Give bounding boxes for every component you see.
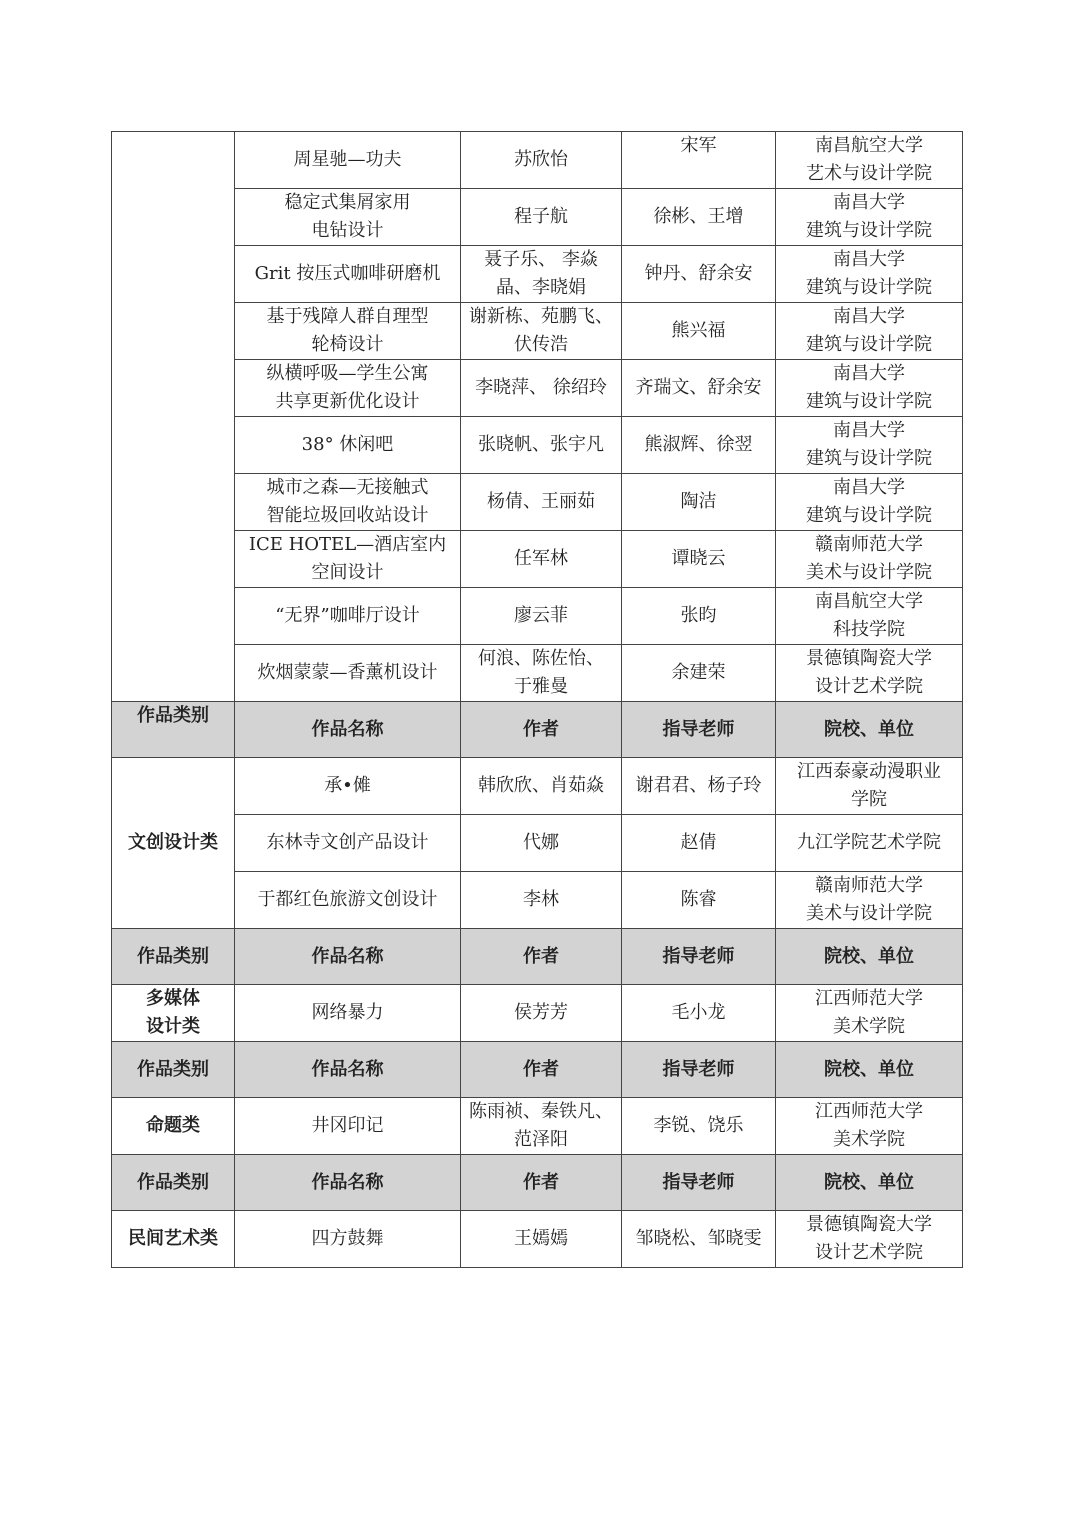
cell-text-line: 邹晓松、邹晓雯 <box>635 1228 762 1249</box>
cell-text-line: 美术与设计学院 <box>806 903 932 924</box>
cell-text-line: 韩欣欣、肖茹焱 <box>478 775 604 796</box>
cell-text-line: 赣南师范大学 <box>815 875 923 896</box>
cell-text-line: 炊烟蒙蒙—香薰机设计 <box>257 662 438 683</box>
title-cell <box>235 132 461 189</box>
cell-text-line: 美术学院 <box>833 1016 905 1037</box>
table-row <box>112 1211 963 1268</box>
advisor-cell <box>622 246 776 303</box>
cell-text-line: 科技学院 <box>833 619 905 640</box>
cell-text-line: 代娜 <box>523 832 559 853</box>
cell-text-line: 李晓萍、 徐绍玲 <box>475 377 607 398</box>
school-cell <box>776 132 963 189</box>
cell-text-line: 南昌航空大学 <box>815 135 923 156</box>
cell-text-line: 电钻设计 <box>311 220 384 241</box>
cell-text-line: 李林 <box>523 889 559 910</box>
cell-text-line: 艺术与设计学院 <box>806 163 932 184</box>
title-cell <box>235 417 461 474</box>
header-school: 院校、单位 <box>776 1042 963 1098</box>
cell-text-line: 稳定式集屑家用 <box>284 192 411 213</box>
table-row <box>112 815 963 872</box>
school-cell <box>776 985 963 1042</box>
title-cell <box>235 246 461 303</box>
author-cell <box>461 246 622 303</box>
cell-text-line: 王嫣嫣 <box>514 1228 568 1249</box>
advisor-cell <box>622 1211 776 1268</box>
author-cell <box>461 531 622 588</box>
school-cell <box>776 1211 963 1268</box>
awards-table <box>111 131 963 1268</box>
cell-text-line: Grit 按压式咖啡研磨机 <box>254 263 441 284</box>
author-cell <box>461 417 622 474</box>
cell-text-line: 南昌航空大学 <box>815 591 923 612</box>
category-cell: 命题类 <box>112 1098 235 1155</box>
cell-text-line: ICE HOTEL—酒店室内 <box>248 534 447 555</box>
table-row <box>112 303 963 360</box>
cell-text-line: 陈睿 <box>680 889 717 910</box>
school-cell <box>776 531 963 588</box>
table-row <box>112 588 963 645</box>
cell-text-line: 承•傩 <box>324 775 371 796</box>
advisor-cell <box>622 531 776 588</box>
cell-text-line: 赣南师范大学 <box>815 534 923 555</box>
cell-text-line: 任军林 <box>514 548 568 569</box>
cell-text-line: 张昀 <box>680 605 717 626</box>
cell-text-line: 于雅曼 <box>514 676 568 697</box>
advisor-cell <box>622 872 776 929</box>
cell-text-line: 范泽阳 <box>514 1129 568 1150</box>
title-cell <box>235 645 461 702</box>
header-author: 作者 <box>461 1042 622 1098</box>
table-row <box>112 132 963 189</box>
cell-text-line: 李锐、饶乐 <box>653 1115 744 1136</box>
cell-text-line: 江西师范大学 <box>815 988 923 1009</box>
cell-text-line: 建筑与设计学院 <box>806 277 932 298</box>
cell-text-line: 城市之森—无接触式 <box>266 477 429 498</box>
cell-text-line: 苏欣怡 <box>514 149 568 170</box>
cell-text-line: 何浪、陈佐怡、 <box>478 648 604 669</box>
header-category: 作品类别 <box>112 1042 235 1098</box>
author-cell <box>461 303 622 360</box>
title-cell <box>235 1098 461 1155</box>
header-title: 作品名称 <box>235 1042 461 1098</box>
category-cell: 民间艺术类 <box>112 1211 235 1268</box>
header-advisor: 指导老师 <box>622 929 776 985</box>
cell-text-line: 周星驰—功夫 <box>293 149 402 170</box>
header-author: 作者 <box>461 929 622 985</box>
author-cell <box>461 758 622 815</box>
school-cell <box>776 645 963 702</box>
cell-text-line: 陈雨祯、秦铁凡、 <box>469 1101 613 1122</box>
cell-text-line: 建筑与设计学院 <box>806 505 932 526</box>
author-cell <box>461 872 622 929</box>
cell-text-line: 钟丹、舒余安 <box>644 263 753 284</box>
cell-text-line: 九江学院艺术学院 <box>797 832 941 853</box>
cell-text-line: 熊兴福 <box>671 320 726 341</box>
table-row <box>112 872 963 929</box>
header-title: 作品名称 <box>235 702 461 758</box>
cell-text-line: 学院 <box>851 789 887 810</box>
title-cell <box>235 758 461 815</box>
author-cell <box>461 985 622 1042</box>
advisor-cell <box>622 588 776 645</box>
advisor-cell <box>622 189 776 246</box>
title-cell <box>235 303 461 360</box>
school-cell <box>776 246 963 303</box>
cell-text-line: 侯芳芳 <box>514 1002 568 1023</box>
cell-text-line: 智能垃圾回收站设计 <box>266 505 429 526</box>
cell-text-line: 建筑与设计学院 <box>806 391 932 412</box>
title-cell <box>235 985 461 1042</box>
cell-text-line: 美术与设计学院 <box>806 562 932 583</box>
advisor-cell <box>622 417 776 474</box>
cell-text-line: 熊淑辉、徐翌 <box>644 434 753 455</box>
awards-table-body <box>112 132 963 1268</box>
cell-text-line: 共享更新优化设计 <box>275 391 420 412</box>
title-cell <box>235 474 461 531</box>
cell-text-line: 伏传浩 <box>514 334 568 355</box>
cell-text-line: 赵倩 <box>680 832 717 853</box>
cell-text-line: 基于残障人群自理型 <box>266 306 429 327</box>
cell-text-line: 毛小龙 <box>671 1002 726 1023</box>
author-cell <box>461 189 622 246</box>
table-row <box>112 531 963 588</box>
cell-text-line: 聂子乐、 李焱 <box>484 249 598 270</box>
advisor-cell <box>622 758 776 815</box>
table-row <box>112 645 963 702</box>
header-advisor: 指导老师 <box>622 1155 776 1211</box>
school-cell <box>776 872 963 929</box>
table-row <box>112 246 963 303</box>
cell-text-line: 纵横呼吸—学生公寓 <box>266 363 429 384</box>
category-cell: 文创设计类 <box>112 758 235 929</box>
header-advisor: 指导老师 <box>622 1042 776 1098</box>
header-title: 作品名称 <box>235 1155 461 1211</box>
table-row <box>112 189 963 246</box>
cell-text-line: 南昌大学 <box>833 306 905 327</box>
author-cell <box>461 474 622 531</box>
cell-text-line: 谢新栋、苑鹏飞、 <box>469 306 613 327</box>
title-cell <box>235 531 461 588</box>
advisor-cell <box>622 815 776 872</box>
title-cell <box>235 872 461 929</box>
cell-text-line: 杨倩、王丽茹 <box>487 491 595 512</box>
school-cell <box>776 360 963 417</box>
title-cell <box>235 815 461 872</box>
author-cell <box>461 132 622 189</box>
title-cell <box>235 360 461 417</box>
school-cell <box>776 189 963 246</box>
cell-text-line: 廖云菲 <box>514 605 568 626</box>
advisor-cell <box>622 303 776 360</box>
title-cell <box>235 588 461 645</box>
header-author: 作者 <box>461 702 622 758</box>
cell-text-line: 谭晓云 <box>671 548 726 569</box>
cell-text-line: 四方鼓舞 <box>311 1228 384 1249</box>
title-cell <box>235 1211 461 1268</box>
cell-text-line: 轮椅设计 <box>311 334 384 355</box>
author-cell <box>461 588 622 645</box>
cell-text-line: 晶、李晓娟 <box>496 277 586 298</box>
cell-text-line: “无界”咖啡厅设计 <box>275 605 420 626</box>
author-cell <box>461 815 622 872</box>
header-row <box>112 1155 963 1211</box>
category-cell <box>112 985 235 1042</box>
cell-text-line: 设计类 <box>146 1016 200 1037</box>
school-cell <box>776 815 963 872</box>
table-row <box>112 758 963 815</box>
cell-text-line: 建筑与设计学院 <box>806 220 932 241</box>
header-row <box>112 1042 963 1098</box>
advisor-cell <box>622 645 776 702</box>
cell-text-line: 谢君君、杨子玲 <box>635 775 762 796</box>
cell-text-line: 南昌大学 <box>833 477 905 498</box>
advisor-cell <box>622 474 776 531</box>
advisor-cell <box>622 1098 776 1155</box>
advisor-cell <box>622 132 776 189</box>
header-row <box>112 929 963 985</box>
header-category: 作品类别 <box>112 929 235 985</box>
cell-text-line: 设计艺术学院 <box>815 676 923 697</box>
table-row <box>112 985 963 1042</box>
school-cell <box>776 417 963 474</box>
cell-text-line: 景德镇陶瓷大学 <box>806 648 932 669</box>
header-category: 作品类别 <box>112 1155 235 1211</box>
cell-text-line: 景德镇陶瓷大学 <box>806 1214 932 1235</box>
header-title: 作品名称 <box>235 929 461 985</box>
cell-text-line: 建筑与设计学院 <box>806 334 932 355</box>
cell-text-line: 南昌大学 <box>833 363 905 384</box>
cell-text-line: 南昌大学 <box>833 249 905 270</box>
cell-text-line: 程子航 <box>514 206 568 227</box>
cell-text-line: 美术学院 <box>833 1129 905 1150</box>
cell-text-line: 设计艺术学院 <box>815 1242 923 1263</box>
header-advisor: 指导老师 <box>622 702 776 758</box>
cell-text-line: 于都红色旅游文创设计 <box>257 889 438 910</box>
cell-text-line: 宋军 <box>680 135 717 156</box>
header-school: 院校、单位 <box>776 702 963 758</box>
school-cell <box>776 303 963 360</box>
cell-text-line: 东林寺文创产品设计 <box>266 832 429 853</box>
school-cell <box>776 758 963 815</box>
advisor-cell <box>622 360 776 417</box>
table-row <box>112 360 963 417</box>
table-row <box>112 417 963 474</box>
cell-text-line: 空间设计 <box>311 562 384 583</box>
cell-text-line: 江西泰豪动漫职业 <box>797 761 941 782</box>
cell-text-line: 网络暴力 <box>311 1002 384 1023</box>
table-row <box>112 1098 963 1155</box>
header-row <box>112 702 963 758</box>
header-school: 院校、单位 <box>776 1155 963 1211</box>
school-cell <box>776 1098 963 1155</box>
author-cell <box>461 645 622 702</box>
header-school: 院校、单位 <box>776 929 963 985</box>
title-cell <box>235 189 461 246</box>
cell-text-line: 38° 休闲吧 <box>301 434 394 455</box>
cell-text-line: 井冈印记 <box>311 1115 384 1136</box>
cell-text-line: 南昌大学 <box>833 192 905 213</box>
cell-text-line: 徐彬、王增 <box>653 206 744 227</box>
category-cell-empty <box>112 132 235 702</box>
cell-text-line: 南昌大学 <box>833 420 905 441</box>
school-cell <box>776 474 963 531</box>
cell-text-line: 齐瑞文、舒余安 <box>635 377 762 398</box>
cell-text-line: 建筑与设计学院 <box>806 448 932 469</box>
cell-text-line: 江西师范大学 <box>815 1101 923 1122</box>
header-author: 作者 <box>461 1155 622 1211</box>
author-cell <box>461 1098 622 1155</box>
table-row <box>112 474 963 531</box>
cell-text-line: 多媒体 <box>146 988 200 1009</box>
author-cell <box>461 1211 622 1268</box>
header-category: 作品类别 <box>112 702 235 758</box>
cell-text-line: 余建荣 <box>671 662 726 683</box>
school-cell <box>776 588 963 645</box>
cell-text-line: 陶洁 <box>680 491 717 512</box>
author-cell <box>461 360 622 417</box>
cell-text-line: 张晓帆、张宇凡 <box>478 434 604 455</box>
advisor-cell <box>622 985 776 1042</box>
